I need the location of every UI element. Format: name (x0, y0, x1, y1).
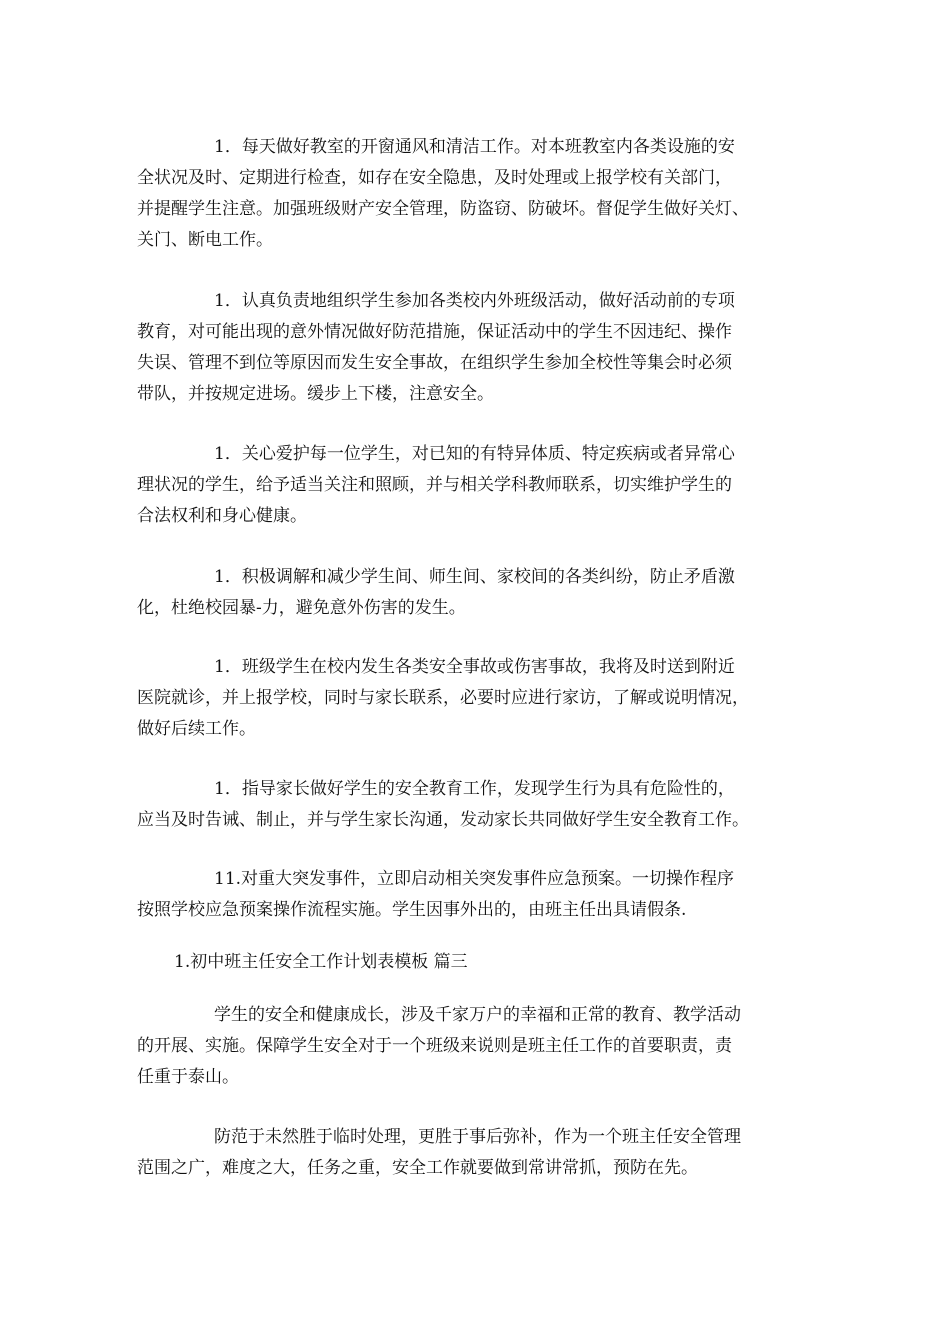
text-line: 1．每天做好教室的开窗通风和清洁工作。对本班教室内各类设施的安 (214, 137, 735, 157)
text-line: 全状况及时、定期进行检查，如存在安全隐患，及时处理或上报学校有关部门， (137, 168, 732, 188)
list-item (137, 562, 827, 624)
list-item (137, 439, 827, 532)
list-item (137, 774, 827, 836)
text-line: 并提醒学生注意。加强班级财产安全管理，防盗窃、防破坏。督促学生做好关灯、 (137, 199, 749, 219)
text-line: 应当及时告诫、制止，并与学生家长沟通，发动家长共同做好学生安全教育工作。 (137, 810, 749, 830)
text-line: 的开展、实施。保障学生安全对于一个班级来说则是班主任工作的首要职责，责 (137, 1036, 732, 1056)
text-line: 理状况的学生，给予适当关注和照顾，并与相关学科教师联系，切实维护学生的 (137, 475, 732, 495)
text-line: 医院就诊，并上报学校，同时与家长联系，必要时应进行家访，了解或说明情况， (137, 688, 749, 708)
heading-text: 1.初中班主任安全工作计划表模板 篇三 (174, 952, 468, 972)
text-line: 合法权利和身心健康。 (137, 506, 307, 526)
text-paragraph (137, 1122, 827, 1184)
text-paragraph (137, 1000, 827, 1093)
text-line: 带队，并按规定进场。缓步上下楼，注意安全。 (137, 384, 494, 404)
text-line: 防范于未然胜于临时处理，更胜于事后弥补，作为一个班主任安全管理 (214, 1127, 741, 1147)
text-line: 11.对重大突发事件，立即启动相关突发事件应急预案。一切操作程序 (214, 869, 735, 889)
text-line: 范围之广，难度之大，任务之重，安全工作就要做到常讲常抓，预防在先。 (137, 1158, 698, 1178)
text-line: 学生的安全和健康成长，涉及千家万户的幸福和正常的教育、教学活动 (214, 1005, 741, 1025)
list-item (137, 286, 827, 410)
text-line: 化，杜绝校园暴-力，避免意外伤害的发生。 (137, 598, 466, 618)
text-line: 教育，对可能出现的意外情况做好防范措施，保证活动中的学生不因违纪、操作 (137, 322, 732, 342)
text-line: 1．积极调解和减少学生间、师生间、家校间的各类纠纷，防止矛盾激 (214, 567, 735, 587)
text-line: 关门、断电工作。 (137, 230, 273, 250)
text-line: 1．关心爱护每一位学生，对已知的有特异体质、特定疾病或者异常心 (214, 444, 735, 464)
text-line: 做好后续工作。 (137, 719, 256, 739)
text-line: 1．认真负责地组织学生参加各类校内外班级活动，做好活动前的专项 (214, 291, 735, 311)
text-line: 1．班级学生在校内发生各类安全事故或伤害事故，我将及时送到附近 (214, 657, 735, 677)
text-line: 失误、管理不到位等原因而发生安全事故，在组织学生参加全校性等集会时必须 (137, 353, 732, 373)
text-line: 按照学校应急预案操作流程实施。学生因事外出的，由班主任出具请假条. (137, 900, 687, 920)
section-heading (137, 947, 827, 978)
list-item (137, 652, 827, 745)
text-line: 任重于泰山。 (137, 1067, 239, 1087)
list-item (137, 132, 827, 256)
list-item (137, 864, 827, 926)
text-line: 1．指导家长做好学生的安全教育工作，发现学生行为具有危险性的， (214, 779, 735, 799)
